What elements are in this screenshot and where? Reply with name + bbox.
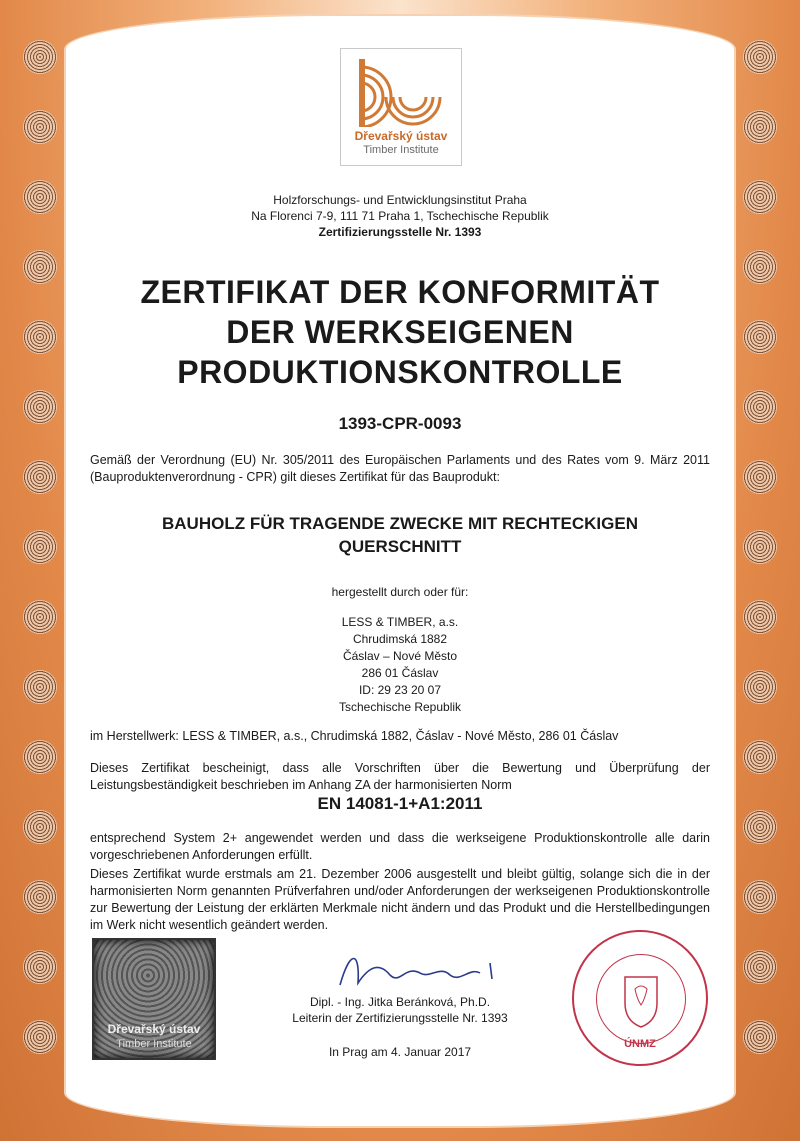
ring-ornament-icon bbox=[23, 1020, 57, 1054]
ring-ornament-icon bbox=[23, 250, 57, 284]
logo-line2: Timber Institute bbox=[363, 144, 439, 156]
logo-line1: Dřevařský ústav bbox=[354, 129, 448, 143]
signatory-role: Leiterin der Zertifizierungsstelle Nr. 1393 bbox=[292, 1011, 508, 1025]
ring-ornament-icon bbox=[23, 880, 57, 914]
ring-ornament-icon bbox=[23, 740, 57, 774]
manufacturer-zip: 286 01 Čáslav bbox=[361, 666, 439, 680]
ring-ornament-icon bbox=[743, 740, 777, 774]
system-paragraph: entsprechend System 2+ angewendet werden und dass die werkseigene Produktionskontrolle alle darin vorgeschriebenen Anforderungen erfüllt. bbox=[90, 831, 710, 862]
certificate-number: 1393-CPR-0093 bbox=[338, 414, 462, 433]
product-line1: BAUHOLZ FÜR TRAGENDE ZWECKE MIT RECHTECKIGEN bbox=[162, 514, 638, 533]
harmonized-norm: EN 14081-1+A1:2011 bbox=[317, 794, 483, 813]
ring-ornament-icon bbox=[743, 810, 777, 844]
product-line2: QUERSCHNITT bbox=[338, 537, 462, 556]
issuer-address: Na Florenci 7-9, 111 71 Praha 1, Tschechische Republik bbox=[251, 209, 549, 223]
ring-ornament-icon bbox=[743, 250, 777, 284]
ring-ornament-icon bbox=[743, 460, 777, 494]
ring-ornament-icon bbox=[743, 1020, 777, 1054]
ring-ornament-icon bbox=[23, 600, 57, 634]
ring-ornament-icon bbox=[23, 40, 57, 74]
ring-ornament-icon bbox=[743, 110, 777, 144]
ring-ornament-icon bbox=[23, 320, 57, 354]
title-line2: DER WERKSEIGENEN bbox=[226, 314, 574, 350]
stamp-label: ÚNMZ bbox=[624, 1038, 656, 1050]
ring-ornament-icon bbox=[23, 670, 57, 704]
timber-institute-logo bbox=[340, 48, 462, 166]
seal-line2: Timber Institute bbox=[116, 1038, 192, 1050]
decorative-rings-left bbox=[20, 40, 60, 1100]
manufacturer-city: Čáslav – Nové Město bbox=[342, 649, 458, 663]
signatory-name: Dipl. - Ing. Jitka Beránková, Ph.D. bbox=[309, 995, 491, 1009]
ring-ornament-icon bbox=[743, 180, 777, 214]
place-and-date: In Prag am 4. Januar 2017 bbox=[328, 1045, 472, 1059]
manufacturer-id: ID: 29 23 20 07 bbox=[358, 683, 442, 697]
ring-ornament-icon bbox=[23, 110, 57, 144]
regulation-paragraph: Gemäß der Verordnung (EU) Nr. 305/2011 des Europäischen Parlaments und des Rates vom 9. März 2011 (Bauproduktenverordnung - CPR) gilt dieses Zertifikat für das Bauprodukt: bbox=[90, 453, 710, 484]
ring-ornament-icon bbox=[743, 600, 777, 634]
plant-paragraph: im Herstellwerk: LESS & TIMBER, a.s., Chrudimská 1882, Čáslav - Nové Město, 286 01 Čáslav bbox=[90, 729, 619, 743]
validity-paragraph: Dieses Zertifikat wurde erstmals am 21. Dezember 2006 ausgestellt und bleibt gültig, solange sich die in der harmonisierten Norm genannten Prüfverfahren und/oder Anforderungen der werkseigenen Produktionskontrolle zur Bewertung der Leistung der erklärten Merkmale nicht ändern und das Produkt und die Herstellbedingungen im Werk nicht wesentlich geändert werden. bbox=[90, 867, 710, 932]
decorative-rings-right bbox=[740, 40, 780, 1100]
certifies-paragraph: Dieses Zertifikat bescheinigt, dass alle Vorschriften über die Bewertung und Überprüfung der Leistungsbeständigkeit beschrieben im Anhang ZA der harmonisierten Norm bbox=[90, 761, 710, 792]
product-name bbox=[90, 512, 710, 558]
manufacturer-name: LESS & TIMBER, a.s. bbox=[341, 615, 459, 629]
seal-line1: Dřevařský ústav bbox=[107, 1022, 201, 1036]
logo-arcs-icon bbox=[353, 57, 449, 127]
ring-ornament-icon bbox=[743, 950, 777, 984]
ring-ornament-icon bbox=[743, 670, 777, 704]
title-line1: ZERTIFIKAT DER KONFORMITÄT bbox=[140, 274, 660, 310]
ring-ornament-icon bbox=[23, 180, 57, 214]
certificate-title bbox=[90, 272, 710, 392]
official-stamp bbox=[572, 930, 708, 1066]
ring-ornament-icon bbox=[743, 530, 777, 564]
ring-ornament-icon bbox=[23, 950, 57, 984]
ring-ornament-icon bbox=[23, 460, 57, 494]
ring-ornament-icon bbox=[743, 880, 777, 914]
ring-ornament-icon bbox=[23, 530, 57, 564]
ring-ornament-icon bbox=[743, 320, 777, 354]
title-line3: PRODUKTIONSKONTROLLE bbox=[177, 354, 623, 390]
signature-icon bbox=[330, 945, 520, 995]
ring-ornament-icon bbox=[23, 810, 57, 844]
certification-body: Zertifizierungsstelle Nr. 1393 bbox=[318, 225, 482, 239]
coat-of-arms-icon bbox=[597, 955, 685, 1043]
ring-ornament-icon bbox=[743, 390, 777, 424]
issuer-name: Holzforschungs- und Entwicklungsinstitut Praha bbox=[273, 193, 527, 207]
manufacturer-block bbox=[90, 614, 710, 716]
made-by-label: hergestellt durch oder für: bbox=[331, 585, 469, 599]
ring-ornament-icon bbox=[23, 390, 57, 424]
ring-ornament-icon bbox=[743, 40, 777, 74]
manufacturer-street: Chrudimská 1882 bbox=[352, 632, 448, 646]
manufacturer-country: Tschechische Republik bbox=[338, 700, 462, 714]
stamp-inner-ring bbox=[596, 954, 686, 1044]
